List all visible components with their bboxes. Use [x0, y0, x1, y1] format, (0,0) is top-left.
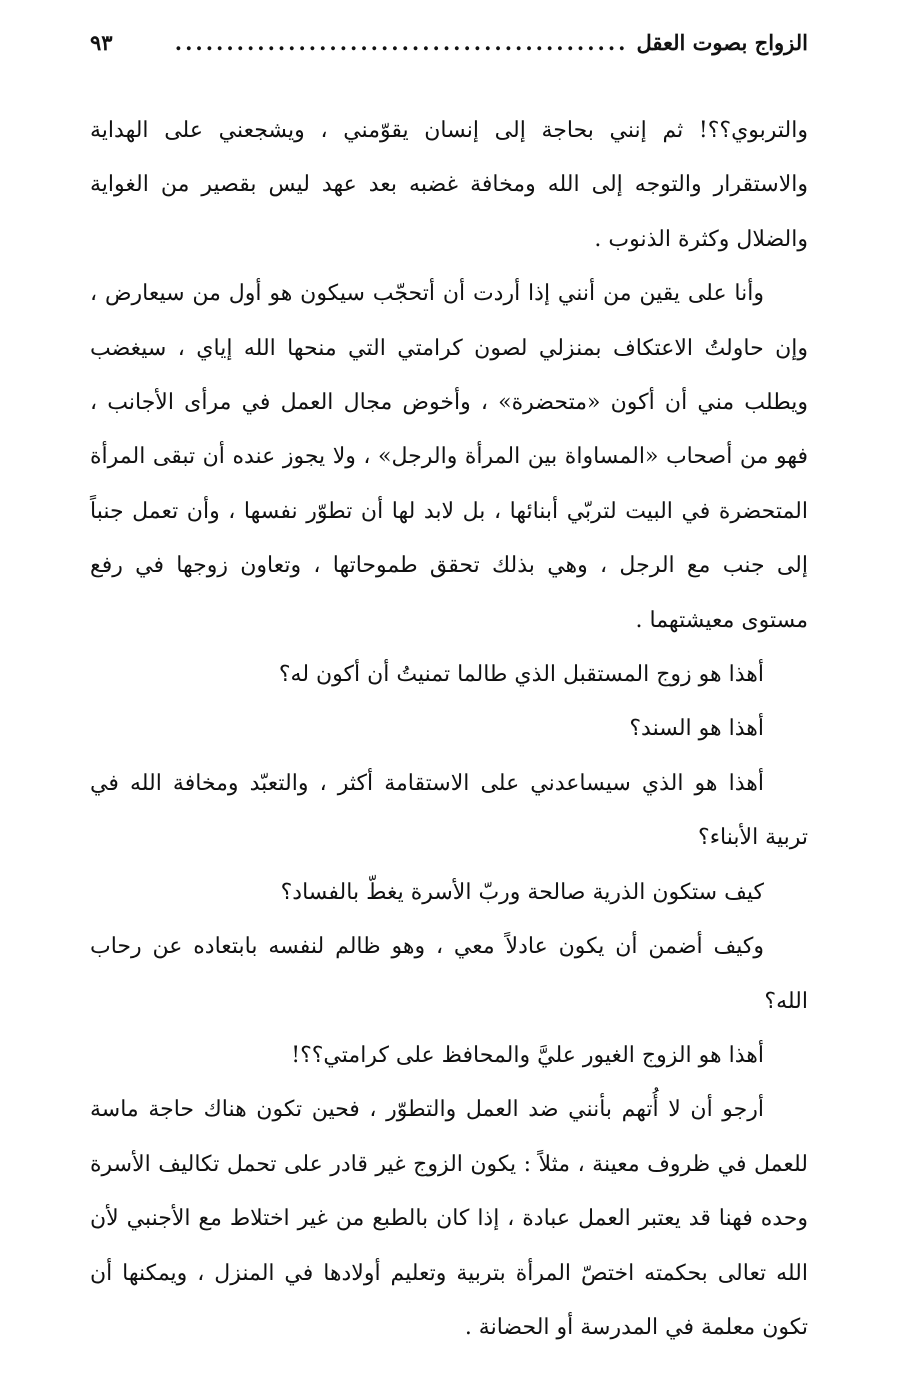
paragraph: أرجو أن لا أُتهم بأنني ضد العمل والتطوّر ، فحين تكون هناك حاجة ماسة للعمل في ظروف معينة ، مثلاً : يكون الزوج غير قادر على تحمل تكاليف الأسرة وحده فهنا قد يعتبر العمل عبادة ، إذا كان بالطبع من غير اختلاط مع الأجنبي لأن الله تعالى بحكمته اختصّ المرأة بتربية وتعليم أولادها في المنزل ، ويمكنها أن تكون معلمة في المدرسة أو الحضانة . [90, 1097, 808, 1340]
question-line: أهذا هو الذي سيساعدني على الاستقامة أكثر ، والتعبّد ومخافة الله في تربية الأبناء؟ [90, 770, 808, 851]
question-line: وكيف أضمن أن يكون عادلاً معي ، وهو ظالم لنفسه بابتعاده عن رحاب الله؟ [90, 934, 808, 1014]
paragraph: وأنا على يقين من أنني إذا أردت أن أتحجّب سيكون هو أول من سيعارض ، وإن حاولتُ الاعتكاف بمنزلي لصون كرامتي التي منحها الله إياي ، سيغضب ويطلب مني أن أكون «متحضرة» ، وأخوض مجال العمل في مرأى الأجانب ، فهو من أصحاب «المساواة بين المرأة والرجل» ، ولا يجوز عنده أن تبقى المرأة المتحضرة في البيت لتربّي أبنائها ، بل لابد لها أن تطوّر نفسها ، وأن تعمل جنباً إلى جنب مع الرجل ، وهي بذلك تحقق طموحاتها ، وتعاون زوجها في رفع مستوى معيشتهما . [90, 281, 808, 633]
question-line: أهذا هو السند؟ [629, 716, 764, 742]
book-page [90, 30, 808, 1340]
question-line: كيف ستكون الذرية صالحة وربّ الأسرة يغطّ بالفساد؟ [280, 879, 764, 905]
paragraph: والتربوي؟؟! ثم إنني بحاجة إلى إنسان يقوّمني ، ويشجعني على الهداية والاستقرار والتوجه إلى الله ومخافة غضبه بعد عهد ليس بقصير من الغواية والضلال وكثرة الذنوب . [90, 118, 808, 252]
dot-leader: ............................................ [174, 30, 629, 55]
page-number: ٩٣ [90, 30, 113, 55]
question-line: أهذا هو زوج المستقبل الذي طالما تمنيتُ أن أكون له؟ [278, 662, 764, 688]
question-line: أهذا هو الزوج الغيور عليَّ والمحافظ على كرامتي؟؟! [291, 1042, 764, 1068]
running-header [90, 30, 808, 70]
body-text [90, 104, 808, 1355]
book-title: الزواج بصوت العقل [636, 30, 808, 55]
